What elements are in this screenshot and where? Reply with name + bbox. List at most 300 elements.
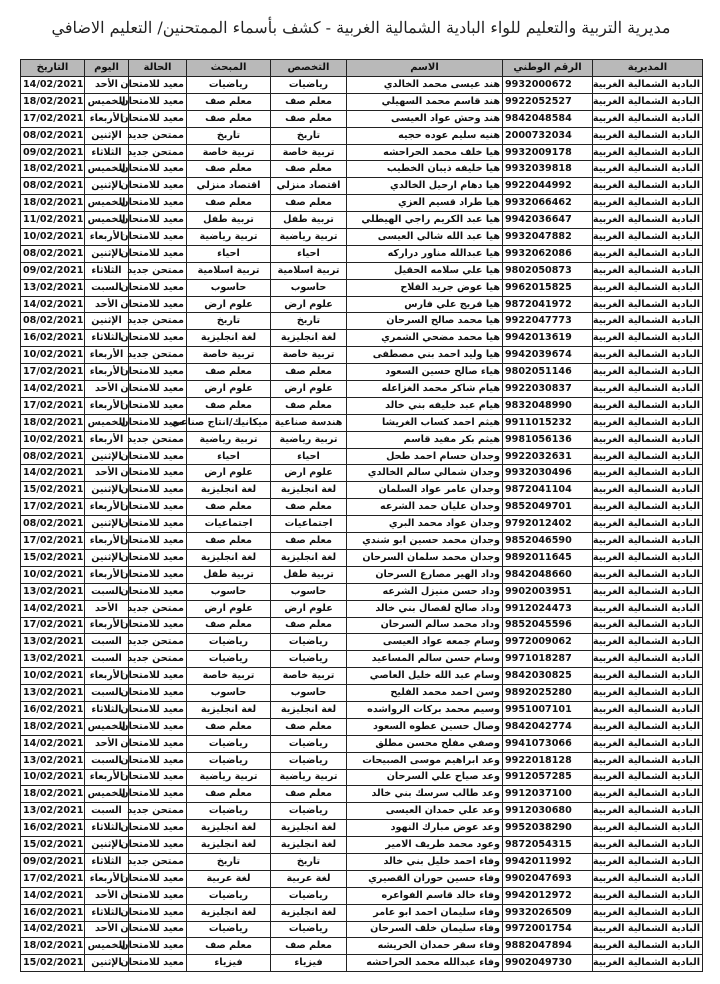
cell-subject: معلم صف [187, 364, 271, 381]
cell-specialty: رياضيات [271, 651, 347, 668]
cell-national-id: 9911015232 [503, 414, 593, 431]
cell-directorate: البادية الشمالية الغربية [593, 921, 703, 938]
cell-directorate: البادية الشمالية الغربية [593, 77, 703, 94]
cell-subject: رياضيات [187, 77, 271, 94]
cell-subject: معلم صف [187, 938, 271, 955]
cell-status: ممتحن جديد [129, 127, 187, 144]
table-row [21, 262, 703, 279]
cell-specialty: تربية اسلامية [271, 262, 347, 279]
cell-subject: علوم ارض [187, 381, 271, 398]
cell-day: الأربعاء [85, 668, 129, 685]
cell-name: وعد صياح علي السرحان [347, 769, 503, 786]
cell-status: معيد للامتحان [129, 499, 187, 516]
cell-national-id: 9972009062 [503, 634, 593, 651]
cell-directorate: البادية الشمالية الغربية [593, 127, 703, 144]
cell-name: وسام جمعه عواد العيسى [347, 634, 503, 651]
cell-status: معيد للامتحان [129, 904, 187, 921]
table-row [21, 718, 703, 735]
cell-day: الأحد [85, 77, 129, 94]
header-subject: المبحث [187, 60, 271, 77]
cell-national-id: 9941073066 [503, 735, 593, 752]
cell-name: وجدان عامر عواد السلمان [347, 482, 503, 499]
cell-specialty: معلم صف [271, 93, 347, 110]
cell-directorate: البادية الشمالية الغربية [593, 651, 703, 668]
cell-status: معيد للامتحان [129, 229, 187, 246]
cell-directorate: البادية الشمالية الغربية [593, 600, 703, 617]
cell-date: 17/02/2021 [21, 110, 85, 127]
cell-national-id: 9852049701 [503, 499, 593, 516]
table-row [21, 296, 703, 313]
cell-date: 13/02/2021 [21, 279, 85, 296]
table-row [21, 347, 703, 364]
cell-date: 13/02/2021 [21, 583, 85, 600]
table-row [21, 668, 703, 685]
cell-national-id: 9842030825 [503, 668, 593, 685]
cell-subject: لغة انجليزية [187, 820, 271, 837]
cell-name: وداد محمد سالم السرحان [347, 617, 503, 634]
cell-name: هيا عبد الكريم راجي الهيطلي [347, 212, 503, 229]
cell-specialty: حاسوب [271, 685, 347, 702]
cell-directorate: البادية الشمالية الغربية [593, 955, 703, 972]
cell-status: معيد للامتحان [129, 330, 187, 347]
cell-status: معيد للامتحان [129, 617, 187, 634]
cell-status: معيد للامتحان [129, 955, 187, 972]
cell-day: الأربعاء [85, 533, 129, 550]
cell-specialty: معلم صف [271, 533, 347, 550]
cell-status: معيد للامتحان [129, 701, 187, 718]
cell-name: هيام عبد خليفه بني خالد [347, 397, 503, 414]
cell-directorate: البادية الشمالية الغربية [593, 853, 703, 870]
cell-specialty: تربية طفل [271, 566, 347, 583]
cell-date: 10/02/2021 [21, 431, 85, 448]
cell-date: 17/02/2021 [21, 364, 85, 381]
table-row [21, 955, 703, 972]
table-row [21, 533, 703, 550]
cell-subject: معلم صف [187, 617, 271, 634]
cell-day: الخميس [85, 195, 129, 212]
cell-date: 18/02/2021 [21, 718, 85, 735]
cell-status: ممتحن جديد [129, 634, 187, 651]
cell-name: وجدان شمالي سالم الخالدي [347, 465, 503, 482]
cell-status: معيد للامتحان [129, 93, 187, 110]
table-row [21, 566, 703, 583]
cell-national-id: 9942036647 [503, 212, 593, 229]
cell-name: هيا خليفه ذيبان الخطيب [347, 161, 503, 178]
cell-subject: تربية خاصة [187, 347, 271, 364]
table-row [21, 229, 703, 246]
cell-date: 17/02/2021 [21, 397, 85, 414]
cell-name: وفاء خالد قاسم الفواعره [347, 887, 503, 904]
cell-day: الأربعاء [85, 566, 129, 583]
cell-subject: تربية طفل [187, 566, 271, 583]
cell-directorate: البادية الشمالية الغربية [593, 803, 703, 820]
cell-specialty: احياء [271, 245, 347, 262]
cell-subject: لغة انجليزية [187, 701, 271, 718]
table-row [21, 110, 703, 127]
cell-specialty: رياضيات [271, 77, 347, 94]
cell-specialty: معلم صف [271, 364, 347, 381]
cell-specialty: لغة عربية [271, 870, 347, 887]
cell-date: 13/02/2021 [21, 634, 85, 651]
cell-national-id: 9872041104 [503, 482, 593, 499]
cell-day: الأربعاء [85, 347, 129, 364]
cell-national-id: 9952038290 [503, 820, 593, 837]
cell-status: ممتحن جديد [129, 313, 187, 330]
cell-specialty: رياضيات [271, 887, 347, 904]
cell-directorate: البادية الشمالية الغربية [593, 381, 703, 398]
cell-directorate: البادية الشمالية الغربية [593, 769, 703, 786]
cell-subject: معلم صف [187, 786, 271, 803]
cell-national-id: 9852045596 [503, 617, 593, 634]
cell-name: هياء صالح حسين السعود [347, 364, 503, 381]
cell-directorate: البادية الشمالية الغربية [593, 93, 703, 110]
table-row [21, 904, 703, 921]
cell-name: وجدان عليان حمد الشرعه [347, 499, 503, 516]
cell-name: هيا فريج علي فارس [347, 296, 503, 313]
cell-name: هيا وليد احمد بني مصطفى [347, 347, 503, 364]
cell-date: 08/02/2021 [21, 448, 85, 465]
cell-date: 11/02/2021 [21, 212, 85, 229]
cell-date: 14/02/2021 [21, 600, 85, 617]
cell-specialty: فيزياء [271, 955, 347, 972]
cell-directorate: البادية الشمالية الغربية [593, 870, 703, 887]
cell-date: 08/02/2021 [21, 178, 85, 195]
cell-subject: معلم صف [187, 93, 271, 110]
cell-specialty: معلم صف [271, 499, 347, 516]
cell-date: 08/02/2021 [21, 245, 85, 262]
cell-specialty: تاريخ [271, 127, 347, 144]
cell-date: 08/02/2021 [21, 313, 85, 330]
cell-date: 14/02/2021 [21, 735, 85, 752]
cell-day: السبت [85, 583, 129, 600]
cell-name: هيا عبد الله شالي العيسى [347, 229, 503, 246]
cell-date: 18/02/2021 [21, 195, 85, 212]
cell-directorate: البادية الشمالية الغربية [593, 583, 703, 600]
cell-specialty: تربية رياضية [271, 431, 347, 448]
cell-directorate: البادية الشمالية الغربية [593, 752, 703, 769]
cell-status: معيد للامتحان [129, 381, 187, 398]
cell-specialty: رياضيات [271, 735, 347, 752]
cell-subject: تربية رياضية [187, 769, 271, 786]
table-row [21, 77, 703, 94]
cell-subject: تربية رياضية [187, 229, 271, 246]
table-row [21, 853, 703, 870]
cell-subject: رياضيات [187, 735, 271, 752]
cell-specialty: رياضيات [271, 921, 347, 938]
cell-subject: لغة عربية [187, 870, 271, 887]
cell-day: الإثنين [85, 549, 129, 566]
cell-national-id: 9971018287 [503, 651, 593, 668]
cell-day: الخميس [85, 414, 129, 431]
cell-national-id: 9942012972 [503, 887, 593, 904]
cell-national-id: 9882047894 [503, 938, 593, 955]
cell-directorate: البادية الشمالية الغربية [593, 837, 703, 854]
cell-status: ممتحن جديد [129, 651, 187, 668]
cell-name: وجدان حسام احمد طحل [347, 448, 503, 465]
cell-directorate: البادية الشمالية الغربية [593, 262, 703, 279]
cell-national-id: 9942013619 [503, 330, 593, 347]
cell-status: معيد للامتحان [129, 820, 187, 837]
cell-name: هيام شاكر محمد الغزاعله [347, 381, 503, 398]
cell-status: معيد للامتحان [129, 566, 187, 583]
cell-day: الأربعاء [85, 364, 129, 381]
table-row [21, 279, 703, 296]
cell-day: الأحد [85, 381, 129, 398]
cell-directorate: البادية الشمالية الغربية [593, 195, 703, 212]
cell-specialty: علوم ارض [271, 600, 347, 617]
cell-directorate: البادية الشمالية الغربية [593, 229, 703, 246]
cell-status: معيد للامتحان [129, 533, 187, 550]
cell-subject: احياء [187, 448, 271, 465]
cell-subject: لغة انجليزية [187, 330, 271, 347]
cell-specialty: لغة انجليزية [271, 330, 347, 347]
cell-national-id: 9892025280 [503, 685, 593, 702]
cell-directorate: البادية الشمالية الغربية [593, 499, 703, 516]
cell-national-id: 9932062086 [503, 245, 593, 262]
cell-specialty: تربية خاصة [271, 144, 347, 161]
cell-subject: احياء [187, 245, 271, 262]
cell-subject: تربية اسلامية [187, 262, 271, 279]
cell-date: 15/02/2021 [21, 549, 85, 566]
cell-name: وفاء سليمان خلف السرحان [347, 921, 503, 938]
cell-name: وعد طالب سرسك بني خالد [347, 786, 503, 803]
cell-directorate: البادية الشمالية الغربية [593, 482, 703, 499]
cell-date: 15/02/2021 [21, 837, 85, 854]
cell-status: معيد للامتحان [129, 465, 187, 482]
cell-national-id: 9802050873 [503, 262, 593, 279]
cell-status: ممتحن جديد [129, 431, 187, 448]
cell-national-id: 9912024473 [503, 600, 593, 617]
cell-name: وصال حسين عطوه السعود [347, 718, 503, 735]
cell-name: هيا دهام ارحيل الخالدي [347, 178, 503, 195]
cell-name: وفاء حسين حوران القصيري [347, 870, 503, 887]
cell-subject: معلم صف [187, 533, 271, 550]
cell-directorate: البادية الشمالية الغربية [593, 701, 703, 718]
cell-directorate: البادية الشمالية الغربية [593, 110, 703, 127]
cell-name: وعد علي حمدان العيسى [347, 803, 503, 820]
cell-status: معيد للامتحان [129, 549, 187, 566]
cell-directorate: البادية الشمالية الغربية [593, 718, 703, 735]
cell-name: وعد ابراهيم موسى الصبيحات [347, 752, 503, 769]
cell-subject: تربية طفل [187, 212, 271, 229]
header-status: الحالة [129, 60, 187, 77]
cell-date: 10/02/2021 [21, 566, 85, 583]
cell-national-id: 9932000672 [503, 77, 593, 94]
cell-name: هنيه سليم عوده حجيه [347, 127, 503, 144]
cell-national-id: 9902047693 [503, 870, 593, 887]
cell-status: معيد للامتحان [129, 887, 187, 904]
cell-day: الخميس [85, 786, 129, 803]
cell-directorate: البادية الشمالية الغربية [593, 617, 703, 634]
cell-specialty: علوم ارض [271, 296, 347, 313]
cell-date: 10/02/2021 [21, 769, 85, 786]
cell-directorate: البادية الشمالية الغربية [593, 330, 703, 347]
cell-date: 16/02/2021 [21, 330, 85, 347]
table-row [21, 786, 703, 803]
cell-day: الثلاثاء [85, 820, 129, 837]
cell-directorate: البادية الشمالية الغربية [593, 245, 703, 262]
cell-status: ممتحن جديد [129, 262, 187, 279]
cell-day: الأحد [85, 921, 129, 938]
cell-subject: علوم ارض [187, 600, 271, 617]
table-row [21, 752, 703, 769]
cell-day: الأربعاء [85, 110, 129, 127]
cell-specialty: معلم صف [271, 718, 347, 735]
cell-specialty: معلم صف [271, 938, 347, 955]
cell-date: 17/02/2021 [21, 617, 85, 634]
cell-subject: لغة انجليزية [187, 904, 271, 921]
cell-day: الخميس [85, 93, 129, 110]
cell-day: الثلاثاء [85, 853, 129, 870]
table-row [21, 381, 703, 398]
cell-name: وجدان محمد حسين ابو شندي [347, 533, 503, 550]
cell-specialty: تربية رياضية [271, 229, 347, 246]
cell-specialty: لغة انجليزية [271, 837, 347, 854]
table-row [21, 516, 703, 533]
cell-national-id: 9872041972 [503, 296, 593, 313]
cell-date: 18/02/2021 [21, 786, 85, 803]
cell-directorate: البادية الشمالية الغربية [593, 397, 703, 414]
cell-day: الأربعاء [85, 229, 129, 246]
cell-date: 10/02/2021 [21, 347, 85, 364]
cell-directorate: البادية الشمالية الغربية [593, 178, 703, 195]
cell-date: 13/02/2021 [21, 685, 85, 702]
header-national-id: الرقم الوطني [503, 60, 593, 77]
cell-specialty: حاسوب [271, 279, 347, 296]
cell-status: معيد للامتحان [129, 245, 187, 262]
cell-national-id: 9932030496 [503, 465, 593, 482]
cell-directorate: البادية الشمالية الغربية [593, 364, 703, 381]
cell-day: الإثنين [85, 955, 129, 972]
cell-national-id: 2000732034 [503, 127, 593, 144]
cell-name: وفاء سقر حمدان الخريشه [347, 938, 503, 955]
cell-subject: رياضيات [187, 921, 271, 938]
cell-date: 17/02/2021 [21, 499, 85, 516]
cell-status: معيد للامتحان [129, 786, 187, 803]
cell-status: ممتحن جديد [129, 600, 187, 617]
table-body [21, 77, 703, 972]
table-row [21, 600, 703, 617]
cell-day: الإثنين [85, 448, 129, 465]
cell-day: الإثنين [85, 313, 129, 330]
table-row [21, 330, 703, 347]
cell-day: الثلاثاء [85, 330, 129, 347]
cell-name: وداد صالح لفصال بني خالد [347, 600, 503, 617]
cell-national-id: 9912057285 [503, 769, 593, 786]
cell-subject: حاسوب [187, 279, 271, 296]
cell-directorate: البادية الشمالية الغربية [593, 634, 703, 651]
cell-date: 15/02/2021 [21, 955, 85, 972]
cell-date: 16/02/2021 [21, 904, 85, 921]
cell-national-id: 9912037100 [503, 786, 593, 803]
cell-date: 14/02/2021 [21, 465, 85, 482]
cell-subject: معلم صف [187, 195, 271, 212]
cell-specialty: لغة انجليزية [271, 820, 347, 837]
cell-status: معيد للامتحان [129, 77, 187, 94]
table-row [21, 245, 703, 262]
cell-date: 13/02/2021 [21, 752, 85, 769]
table-row [21, 161, 703, 178]
cell-date: 18/02/2021 [21, 414, 85, 431]
cell-national-id: 9932047882 [503, 229, 593, 246]
cell-day: الأربعاء [85, 617, 129, 634]
cell-day: الأحد [85, 296, 129, 313]
table-row [21, 887, 703, 904]
cell-day: الخميس [85, 718, 129, 735]
cell-name: هيا محمد مضحي الشمري [347, 330, 503, 347]
cell-specialty: لغة انجليزية [271, 482, 347, 499]
cell-directorate: البادية الشمالية الغربية [593, 533, 703, 550]
cell-name: وداد الهير مصارع السرحان [347, 566, 503, 583]
header-day: اليوم [85, 60, 129, 77]
cell-status: معيد للامتحان [129, 837, 187, 854]
cell-day: السبت [85, 752, 129, 769]
cell-directorate: البادية الشمالية الغربية [593, 786, 703, 803]
cell-status: معيد للامتحان [129, 110, 187, 127]
cell-name: هيا عبدالله مناور دراركه [347, 245, 503, 262]
cell-subject: لغة انجليزية [187, 837, 271, 854]
cell-national-id: 9962015825 [503, 279, 593, 296]
cell-status: معيد للامتحان [129, 414, 187, 431]
cell-specialty: احياء [271, 448, 347, 465]
cell-status: معيد للامتحان [129, 735, 187, 752]
table-row [21, 549, 703, 566]
cell-date: 14/02/2021 [21, 887, 85, 904]
cell-date: 09/02/2021 [21, 262, 85, 279]
cell-day: الأربعاء [85, 431, 129, 448]
cell-specialty: حاسوب [271, 583, 347, 600]
cell-day: الأحد [85, 887, 129, 904]
cell-day: الإثنين [85, 245, 129, 262]
cell-status: ممتحن جديد [129, 853, 187, 870]
cell-subject: معلم صف [187, 499, 271, 516]
table-row [21, 414, 703, 431]
cell-day: الثلاثاء [85, 262, 129, 279]
cell-directorate: البادية الشمالية الغربية [593, 161, 703, 178]
cell-specialty: تربية طفل [271, 212, 347, 229]
cell-national-id: 9852046590 [503, 533, 593, 550]
cell-day: الأربعاء [85, 769, 129, 786]
page-title: مديرية التربية والتعليم للواء البادية الشمالية الغربية - كشف بأسماء الممتحنين/ التعليم الاضافي [51, 18, 671, 37]
cell-specialty: تربية خاصة [271, 347, 347, 364]
cell-specialty: علوم ارض [271, 381, 347, 398]
cell-national-id: 9792012402 [503, 516, 593, 533]
cell-status: معيد للامتحان [129, 178, 187, 195]
cell-name: هيا عوض جريد الفلاح [347, 279, 503, 296]
cell-date: 08/02/2021 [21, 127, 85, 144]
header-date: التاريخ [21, 60, 85, 77]
cell-directorate: البادية الشمالية الغربية [593, 887, 703, 904]
cell-national-id: 9942011992 [503, 853, 593, 870]
cell-subject: لغة انجليزية [187, 549, 271, 566]
table-row [21, 634, 703, 651]
table-row [21, 212, 703, 229]
cell-name: هيثم بكر مفيد قاسم [347, 431, 503, 448]
cell-subject: رياضيات [187, 752, 271, 769]
cell-specialty: رياضيات [271, 803, 347, 820]
cell-date: 18/02/2021 [21, 161, 85, 178]
cell-day: الأحد [85, 600, 129, 617]
cell-directorate: البادية الشمالية الغربية [593, 144, 703, 161]
cell-status: معيد للامتحان [129, 870, 187, 887]
cell-national-id: 9872054315 [503, 837, 593, 854]
cell-day: الثلاثاء [85, 144, 129, 161]
table-row [21, 93, 703, 110]
cell-status: معيد للامتحان [129, 279, 187, 296]
cell-national-id: 9902049730 [503, 955, 593, 972]
cell-date: 09/02/2021 [21, 853, 85, 870]
cell-day: الخميس [85, 161, 129, 178]
